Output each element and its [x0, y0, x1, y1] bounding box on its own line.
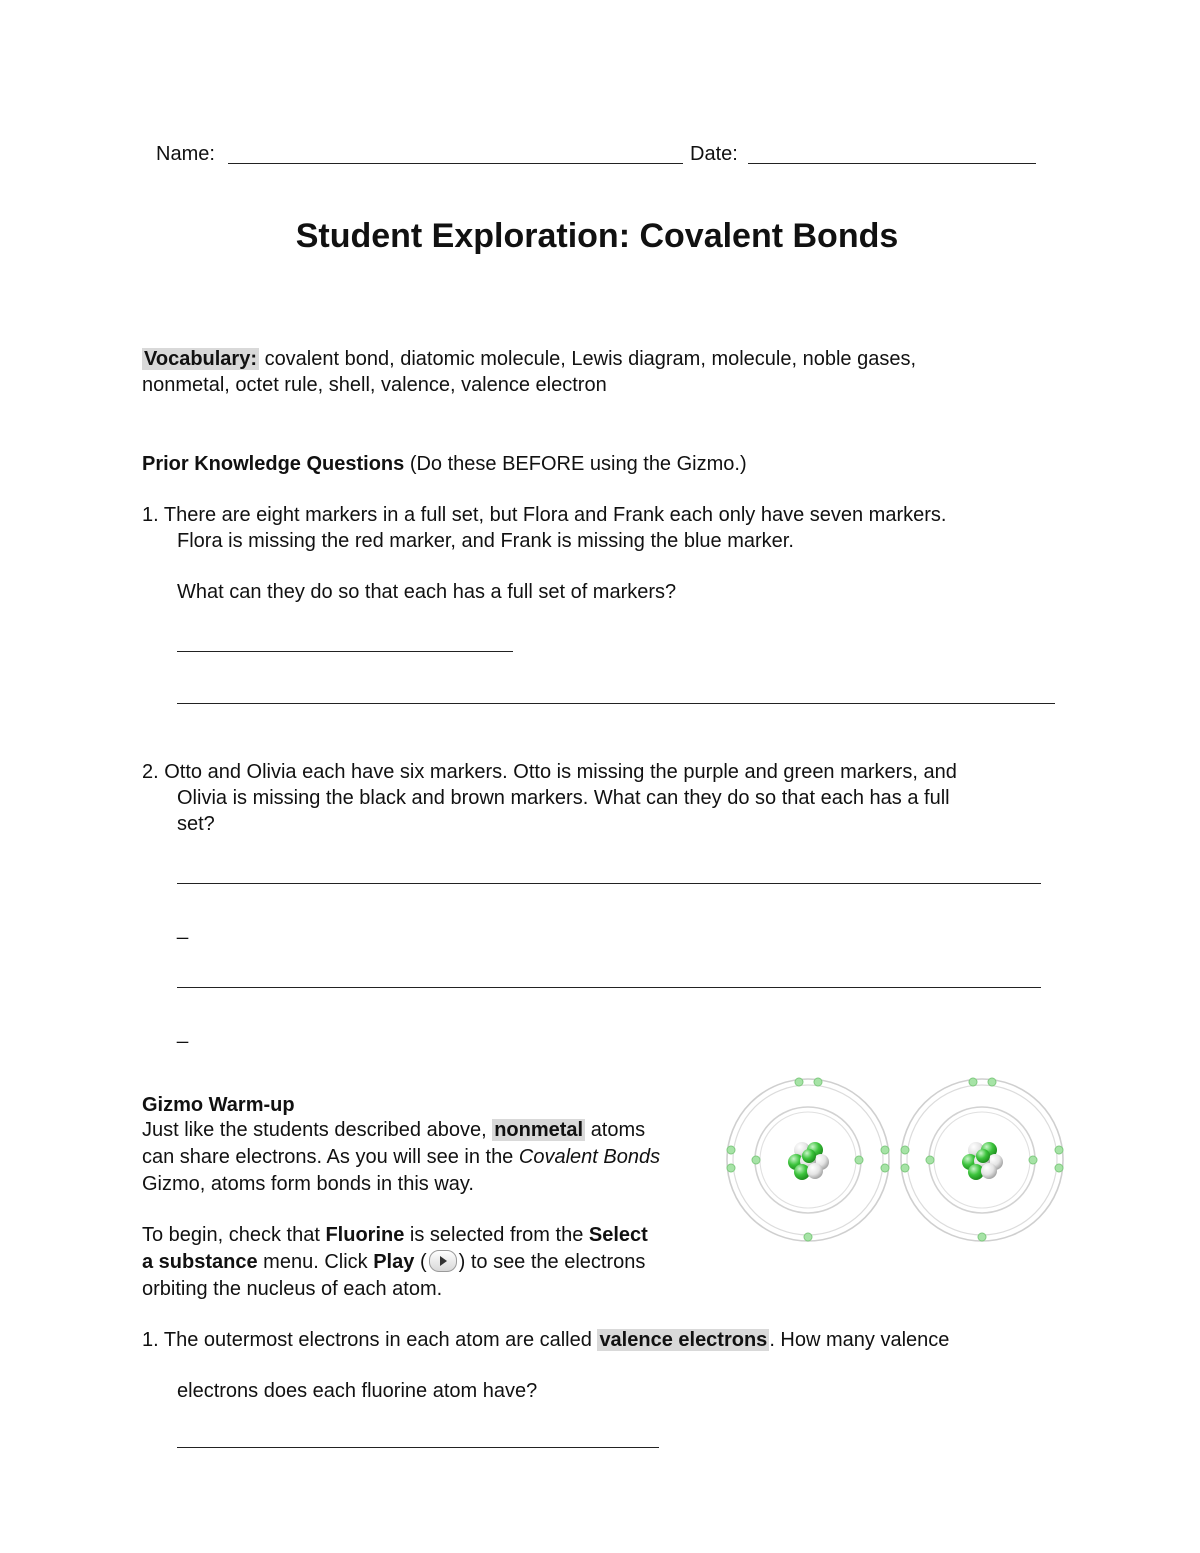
pk-q1-line-1: 1. There are eight markers in a full set, but Flora and Frank each only have seven markers.	[142, 504, 947, 526]
gizmo-name-italic: Covalent Bonds	[518, 1146, 661, 1168]
select-term: Select	[588, 1224, 648, 1246]
electron	[727, 1146, 735, 1154]
electron	[926, 1156, 934, 1164]
warmup-q1-line-2: electrons does each fluorine atom have?	[177, 1380, 538, 1402]
electron	[901, 1146, 909, 1154]
electron	[969, 1078, 977, 1086]
electron	[1055, 1164, 1063, 1172]
warmup-p1-text-b: atoms	[590, 1119, 646, 1141]
warmup-p2-text-a: To begin, check that	[142, 1224, 320, 1246]
warmup-p1-line-3: Gizmo, atoms form bonds in this way.	[142, 1173, 474, 1195]
warmup-q1-line-1	[142, 1327, 949, 1353]
prior-knowledge-heading: Prior Knowledge Questions	[142, 453, 405, 475]
warmup-p2-text-c: menu. Click	[263, 1251, 368, 1273]
pk-q2-overflow-mark-2: _	[177, 1022, 189, 1044]
play-icon	[429, 1250, 457, 1272]
pk-q1-answer-line-1[interactable]	[177, 651, 513, 652]
pk-q2-line-1: 2. Otto and Olivia each have six markers. Otto is missing the purple and green markers, and	[142, 761, 957, 783]
warmup-q1-text-b: . How many valence	[769, 1329, 950, 1351]
warmup-p2-line-2	[142, 1249, 645, 1275]
warmup-p1-text-a: Just like the students described above,	[142, 1119, 487, 1141]
pk-q1-line-3: What can they do so that each has a full set of markers?	[177, 581, 677, 603]
pk-q2-answer-line-2[interactable]	[177, 987, 1041, 988]
warmup-p2-text-b: is selected from the	[409, 1224, 584, 1246]
electron	[804, 1233, 812, 1241]
pk-q2-line-2: Olivia is missing the black and brown markers. What can they do so that each has a full	[177, 787, 950, 809]
prior-knowledge-subheading: (Do these BEFORE using the Gizmo.)	[409, 453, 747, 475]
paren-open: (	[419, 1251, 427, 1273]
term-valence-electrons: valence electrons	[599, 1329, 768, 1351]
electron	[752, 1156, 760, 1164]
pk-q2-answer-line-1[interactable]	[177, 883, 1041, 884]
fluorine-atom-left	[727, 1078, 889, 1241]
warmup-p2-line-1	[142, 1222, 648, 1248]
electron	[855, 1156, 863, 1164]
name-answer-line[interactable]	[228, 163, 683, 164]
electron	[881, 1146, 889, 1154]
warmup-p2-line-3: orbiting the nucleus of each atom.	[142, 1278, 443, 1300]
name-label: Name:	[156, 143, 215, 165]
electron	[901, 1164, 909, 1172]
warmup-p1-text-c: can share electrons. As you will see in the	[142, 1146, 514, 1168]
electron	[1055, 1146, 1063, 1154]
date-label: Date:	[690, 143, 738, 165]
warmup-p1-line-1	[142, 1117, 645, 1143]
vocabulary-line-1	[142, 346, 916, 372]
fluorine-atom-right	[901, 1078, 1063, 1241]
a-substance-term: a substance	[142, 1251, 258, 1273]
warmup-p1-line-2	[142, 1144, 660, 1170]
electron	[1029, 1156, 1037, 1164]
warmup-p2-text-d: ) to see the electrons	[458, 1251, 646, 1273]
electron	[795, 1078, 803, 1086]
vocabulary-terms-2: nonmetal, octet rule, shell, valence, valence electron	[142, 374, 607, 396]
play-term: Play	[373, 1251, 415, 1273]
vocabulary-terms-1: covalent bond, diatomic molecule, Lewis diagram, molecule, noble gases,	[264, 348, 917, 370]
pk-q1-line-2: Flora is missing the red marker, and Frank is missing the blue marker.	[177, 530, 794, 552]
electron	[978, 1233, 986, 1241]
electron	[881, 1164, 889, 1172]
warmup-q1-answer-line[interactable]	[177, 1447, 659, 1448]
fluorine-term: Fluorine	[325, 1224, 405, 1246]
pk-q2-line-3: set?	[177, 813, 215, 835]
fluorine-atoms-diagram	[718, 1070, 1070, 1250]
nucleus-left	[788, 1142, 829, 1180]
pk-q1-answer-line-2[interactable]	[177, 703, 1055, 704]
vocabulary-label: Vocabulary:	[144, 348, 257, 370]
pk-q2-overflow-mark-1: _	[177, 918, 189, 940]
term-nonmetal: nonmetal	[494, 1119, 584, 1141]
warmup-heading: Gizmo Warm-up	[142, 1094, 295, 1116]
warmup-q1-text-a: 1. The outermost electrons in each atom are called	[142, 1329, 592, 1351]
nucleus-right	[962, 1142, 1003, 1180]
date-answer-line[interactable]	[748, 163, 1036, 164]
electron	[988, 1078, 996, 1086]
electron	[814, 1078, 822, 1086]
page-title: Student Exploration: Covalent Bonds	[295, 217, 899, 255]
prior-knowledge-heading-line	[142, 451, 747, 477]
electron	[727, 1164, 735, 1172]
